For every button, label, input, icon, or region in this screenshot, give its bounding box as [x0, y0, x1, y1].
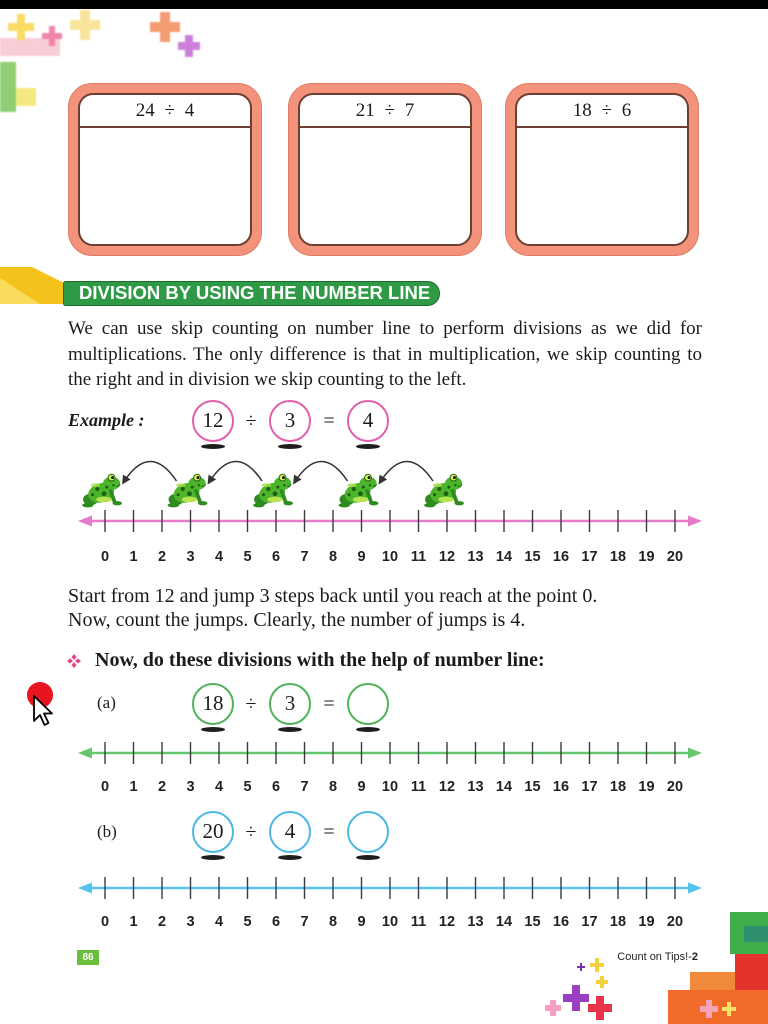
divide-sign: ÷	[245, 410, 257, 432]
example-label: Example :	[68, 410, 145, 430]
number-line-label: 10	[381, 779, 399, 795]
number-line-label: 20	[666, 779, 684, 795]
number-line-label: 10	[381, 549, 399, 565]
plus-shape-decoration	[590, 958, 604, 972]
number-line-label: 11	[410, 549, 427, 565]
exercise-b-number-line	[0, 875, 768, 935]
number-line-label: 10	[381, 914, 399, 930]
quotient-circle: 4	[347, 400, 389, 442]
number-line-label: 18	[609, 549, 627, 565]
number-line-label: 19	[638, 779, 655, 795]
decor-block	[16, 88, 36, 106]
plus-shape-decoration	[588, 996, 612, 1020]
circle-shadow	[356, 727, 380, 732]
number-line-label: 14	[495, 779, 513, 795]
plus-shape-decoration	[563, 985, 589, 1011]
number-line-label: 20	[666, 914, 684, 930]
number-line-label: 8	[328, 549, 338, 565]
number-line-label: 18	[609, 914, 627, 930]
answer-box	[68, 83, 262, 256]
example-number-line	[0, 445, 768, 570]
number-line-label: 17	[581, 914, 598, 930]
number-line-label: 3	[186, 549, 195, 565]
page-number-badge: 86	[77, 950, 99, 965]
answer-box	[505, 83, 699, 256]
number-line-label: 6	[271, 914, 281, 930]
number-line-label: 12	[438, 779, 456, 795]
frog-icon	[168, 474, 208, 507]
answer-box-inner	[78, 93, 252, 246]
divide-sign: ÷	[245, 693, 257, 715]
number-line-label: 5	[243, 549, 252, 565]
decor-block	[668, 990, 768, 1024]
section-title-banner: DIVISION BY USING THE NUMBER LINE	[63, 281, 440, 306]
number-line-label: 6	[271, 549, 281, 565]
answer-box-inner	[515, 93, 689, 246]
number-line-label: 20	[666, 549, 684, 565]
number-line-label: 13	[467, 779, 484, 795]
number-line-label: 3	[186, 914, 195, 930]
jump-arrow	[209, 461, 263, 483]
answer-circle	[347, 811, 389, 853]
dividend-circle: 12	[192, 400, 234, 442]
equals-sign: =	[323, 410, 335, 432]
exercise-instruction: Now, do these divisions with the help of number line:	[95, 649, 545, 671]
number-line-label: 9	[357, 549, 366, 565]
decor-block	[744, 926, 768, 942]
plus-shape-decoration	[70, 10, 100, 40]
exercise-b-equation	[0, 811, 768, 861]
number-line-label: 7	[300, 914, 309, 930]
number-line-label: 1	[129, 914, 138, 930]
right-arrowhead	[688, 516, 702, 527]
number-line-label: 9	[357, 914, 366, 930]
number-line-label: 2	[157, 914, 167, 930]
number-line-label: 0	[100, 549, 110, 565]
plus-shape-decoration	[577, 963, 585, 971]
number-line-label: 4	[214, 779, 224, 795]
right-arrowhead	[688, 748, 702, 759]
number-line-label: 11	[410, 779, 427, 795]
divisor-circle: 3	[269, 683, 311, 725]
number-line-label: 1	[129, 549, 138, 565]
plus-shape-decoration	[722, 1002, 736, 1016]
plus-shape-decoration	[545, 1000, 561, 1016]
plus-shape-decoration	[700, 1000, 718, 1018]
number-line-label: 15	[524, 914, 541, 930]
divisor-circle: 3	[269, 400, 311, 442]
answer-circle	[347, 683, 389, 725]
number-line-label: 5	[243, 779, 252, 795]
left-arrowhead	[78, 516, 92, 527]
number-line-label: 19	[638, 549, 655, 565]
number-line-label: 2	[157, 549, 167, 565]
divisor-circle: 4	[269, 811, 311, 853]
number-line-label: 8	[328, 779, 338, 795]
frog-icon	[339, 474, 379, 507]
plus-shape-decoration	[178, 35, 200, 57]
plus-shape-decoration	[596, 976, 608, 988]
frog-icon	[424, 474, 464, 507]
number-line-label: 0	[100, 914, 110, 930]
answer-box-inner	[298, 93, 472, 246]
number-line-label: 4	[214, 549, 224, 565]
number-line-label: 17	[581, 779, 598, 795]
number-line-label: 14	[495, 549, 513, 565]
book-title-text: Count on Tips!-	[617, 951, 692, 963]
number-line-label: 16	[552, 549, 570, 565]
number-line-label: 8	[328, 914, 338, 930]
frog-icon	[82, 474, 122, 507]
jump-arrow	[380, 461, 434, 483]
dividend-circle: 18	[192, 683, 234, 725]
example-equation	[0, 400, 768, 450]
equals-sign: =	[323, 821, 335, 843]
left-arrowhead	[78, 883, 92, 894]
number-line-label: 1	[129, 779, 138, 795]
number-line-label: 7	[300, 779, 309, 795]
number-line-label: 12	[438, 914, 456, 930]
decor-block	[0, 62, 16, 112]
number-line-label: 15	[524, 779, 541, 795]
circle-shadow	[278, 855, 302, 860]
plus-shape-decoration	[150, 12, 180, 42]
left-arrowhead	[78, 748, 92, 759]
divide-sign: ÷	[245, 821, 257, 843]
number-line-label: 16	[552, 914, 570, 930]
circle-shadow	[201, 727, 225, 732]
explanation-line: Now, count the jumps. Clearly, the number of jumps is 4.	[68, 609, 526, 631]
book-title	[617, 950, 698, 964]
number-line-label: 7	[300, 549, 309, 565]
number-line-label: 0	[100, 779, 110, 795]
exercise-label: (b)	[97, 822, 117, 841]
number-line-label: 12	[438, 549, 456, 565]
answer-box-expression: 21 ÷ 7	[300, 95, 470, 128]
number-line-label: 9	[357, 779, 366, 795]
circle-shadow	[356, 855, 380, 860]
number-line-label: 18	[609, 779, 627, 795]
number-line-label: 6	[271, 779, 281, 795]
frog-icon	[253, 474, 293, 507]
number-line-label: 13	[467, 549, 484, 565]
jump-arrow	[294, 461, 348, 483]
number-line-label: 5	[243, 914, 252, 930]
plus-shape-decoration	[8, 14, 34, 40]
number-line-label: 14	[495, 914, 513, 930]
circle-shadow	[278, 727, 302, 732]
number-line-label: 19	[638, 914, 655, 930]
number-line-label: 15	[524, 549, 541, 565]
number-line-label: 17	[581, 549, 598, 565]
right-arrowhead	[688, 883, 702, 894]
explanation-line: Start from 12 and jump 3 steps back until you reach at the point 0.	[68, 585, 598, 607]
explanation-text	[68, 584, 597, 632]
diamond-bullet-icon	[66, 653, 82, 669]
exercise-label: (a)	[97, 693, 116, 712]
decor-block	[735, 954, 768, 990]
top-screen-bar	[0, 0, 768, 9]
number-line-label: 4	[214, 914, 224, 930]
jump-arrow	[123, 461, 177, 483]
circle-shadow	[201, 855, 225, 860]
number-line-label: 2	[157, 779, 167, 795]
equals-sign: =	[323, 693, 335, 715]
decor-block	[690, 972, 735, 990]
answer-box-expression: 18 ÷ 6	[517, 95, 687, 128]
intro-paragraph: We can use skip counting on number line to perform divisions as we did for multiplications. The only difference is that in multiplication, we skip counting to the right and in division we skip counting to the left.	[68, 318, 702, 390]
book-part: 2	[691, 951, 698, 963]
exercise-a-number-line	[0, 740, 768, 800]
number-line-label: 13	[467, 914, 484, 930]
dividend-circle: 20	[192, 811, 234, 853]
plus-shape-decoration	[42, 26, 62, 46]
exercise-a-equation	[0, 683, 768, 733]
answer-box	[288, 83, 482, 256]
answer-box-expression: 24 ÷ 4	[80, 95, 250, 128]
number-line-label: 11	[410, 914, 427, 930]
number-line-label: 3	[186, 779, 195, 795]
number-line-label: 16	[552, 779, 570, 795]
